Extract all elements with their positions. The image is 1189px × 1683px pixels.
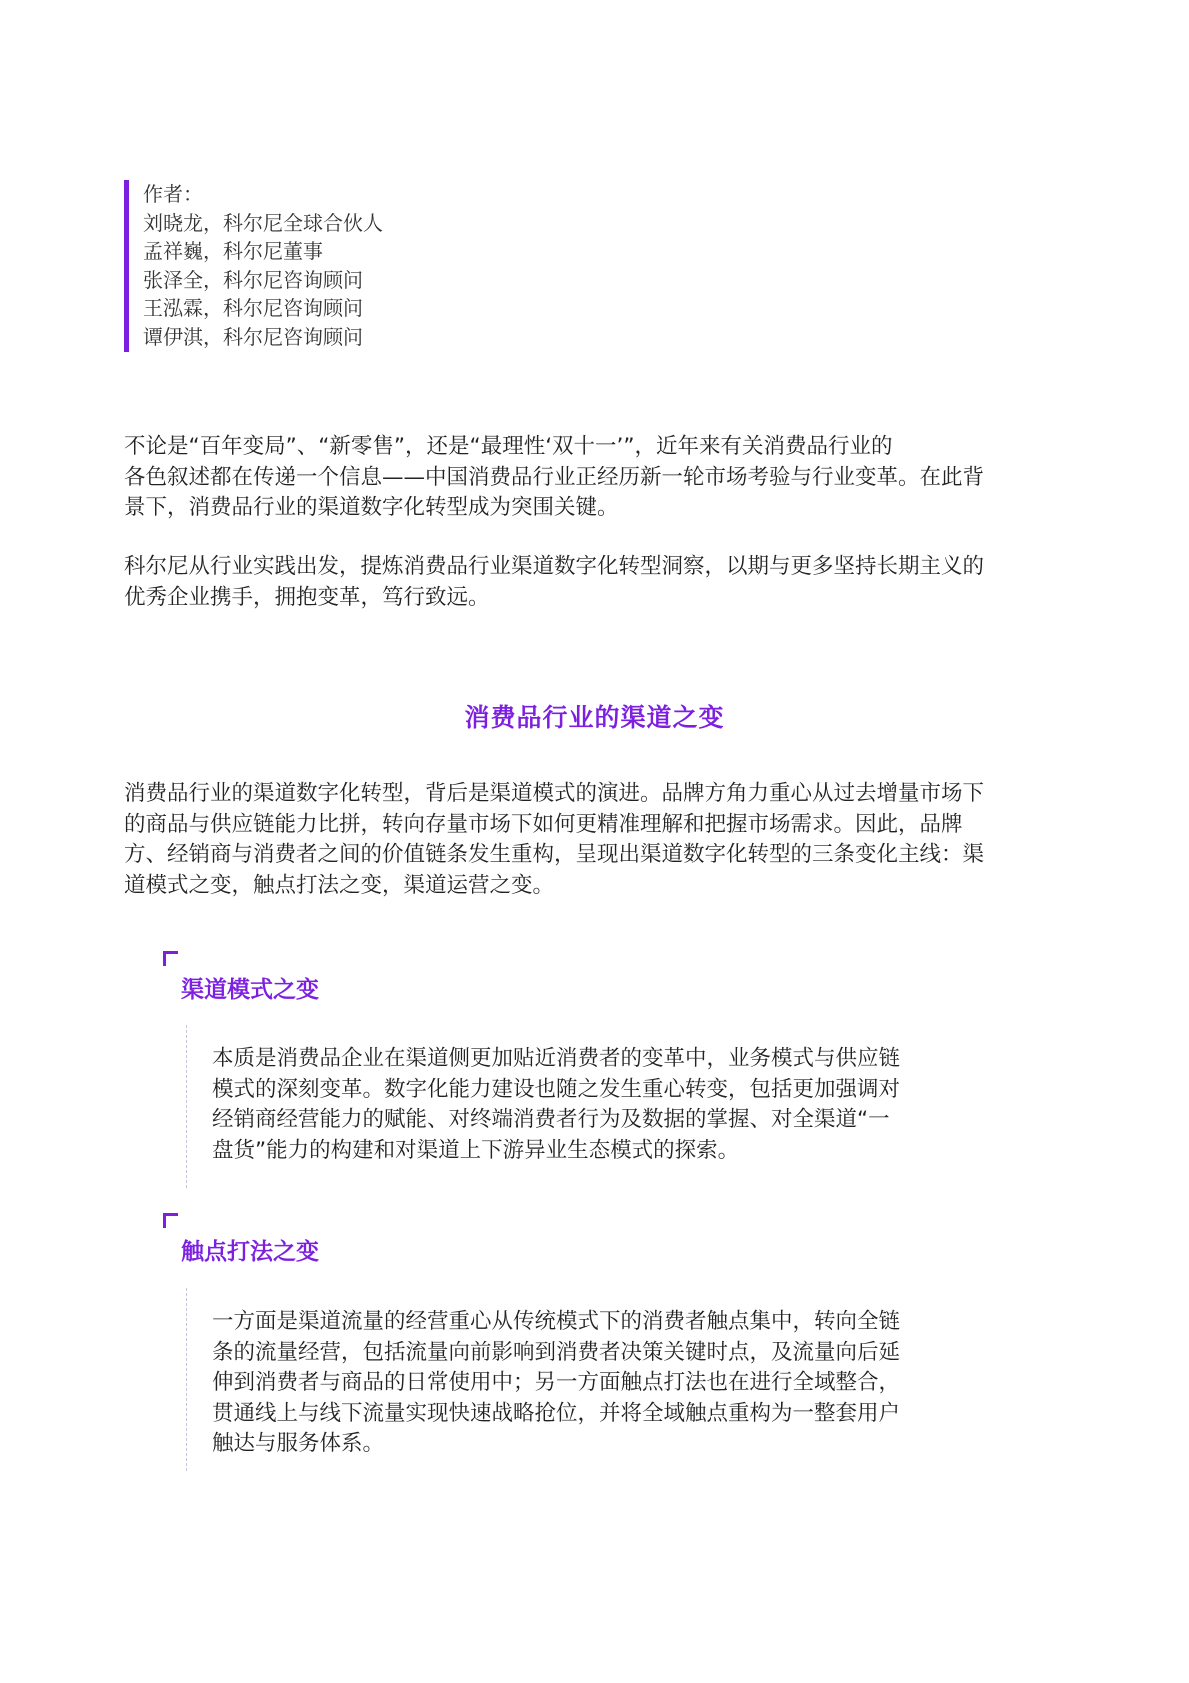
paragraph-line: 消费品行业的渠道数字化转型，背后是渠道模式的演进。品牌方角力重心从过去增量市场下 — [124, 781, 985, 806]
paragraph-line: 各色叙述都在传递一个信息——中国消费品行业正经历新一轮市场考验与行业变革。在此背 — [124, 464, 985, 490]
subsection-title: 渠道模式之变 — [181, 977, 319, 1003]
subsection-body-touchpoint — [186, 1288, 1006, 1471]
author-line: 孟祥巍，科尔尼董事 — [143, 239, 323, 264]
subsection-body-channel-model — [186, 1025, 1006, 1188]
paragraph-line: 景下，消费品行业的渠道数字化转型成为突围关键。 — [124, 495, 619, 520]
corner-bracket-icon — [163, 951, 178, 966]
paragraph-line: 的商品与供应链能力比拼，转向存量市场下如何更精准理解和把握市场需求。因此，品牌 — [124, 811, 963, 837]
paragraph-line: 不论是“百年变局”、“新零售”，还是“最理性‘双十一’”，近年来有关消费品行业的 — [124, 434, 893, 459]
paragraph-line: 触达与服务体系。 — [212, 1431, 385, 1456]
section-paragraph — [124, 779, 1074, 901]
paragraph-line: 科尔尼从行业实践出发，提炼消费品行业渠道数字化转型洞察，以期与更多坚持长期主义的 — [124, 554, 985, 579]
authors-heading: 作者： — [143, 182, 203, 206]
paragraph-line: 经销商经营能力的赋能、对终端消费者行为及数据的掌握、对全渠道“一 — [212, 1107, 890, 1132]
paragraph-line: 模式的深刻变革。数字化能力建设也随之发生重心转变，包括更加强调对 — [212, 1076, 901, 1102]
paragraph-line: 一方面是渠道流量的经营重心从传统模式下的消费者触点集中，转向全链 — [212, 1309, 901, 1334]
paragraph-line: 条的流量经营，包括流量向前影响到消费者决策关键时点，及流量向后延 — [212, 1339, 901, 1365]
paragraph-line: 盘货”能力的构建和对渠道上下游异业生态模式的探索。 — [212, 1137, 740, 1163]
paragraph-line: 本质是消费品企业在渠道侧更加贴近消费者的变革中，业务模式与供应链 — [212, 1046, 901, 1071]
intro-paragraph-2 — [124, 552, 1074, 613]
section-title: 消费品行业的渠道之变 — [464, 703, 725, 732]
paragraph-line: 优秀企业携手，拥抱变革，笃行致远。 — [124, 584, 490, 610]
authors-block — [124, 180, 543, 352]
author-line: 张泽全，科尔尼咨询顾问 — [143, 267, 363, 292]
paragraph-line: 贯通线上与线下流量实现快速战略抢位，并将全域触点重构为一整套用户 — [212, 1400, 901, 1426]
author-line: 刘晓龙，科尔尼全球合伙人 — [143, 210, 383, 235]
paragraph-line: 伸到消费者与商品的日常使用中；另一方面触点打法也在进行全域整合， — [212, 1370, 901, 1395]
corner-bracket-icon — [163, 1213, 178, 1228]
intro-paragraph-1 — [124, 432, 1074, 524]
subsection-title: 触点打法之变 — [181, 1239, 319, 1265]
paragraph-line: 方、经销商与消费者之间的价值链条发生重构，呈现出渠道数字化转型的三条变化主线：渠 — [124, 842, 985, 867]
author-line: 谭伊淇，科尔尼咨询顾问 — [143, 324, 363, 349]
author-line: 王泓霖，科尔尼咨询顾问 — [143, 296, 363, 321]
paragraph-line: 道模式之变，触点打法之变，渠道运营之变。 — [124, 872, 555, 898]
